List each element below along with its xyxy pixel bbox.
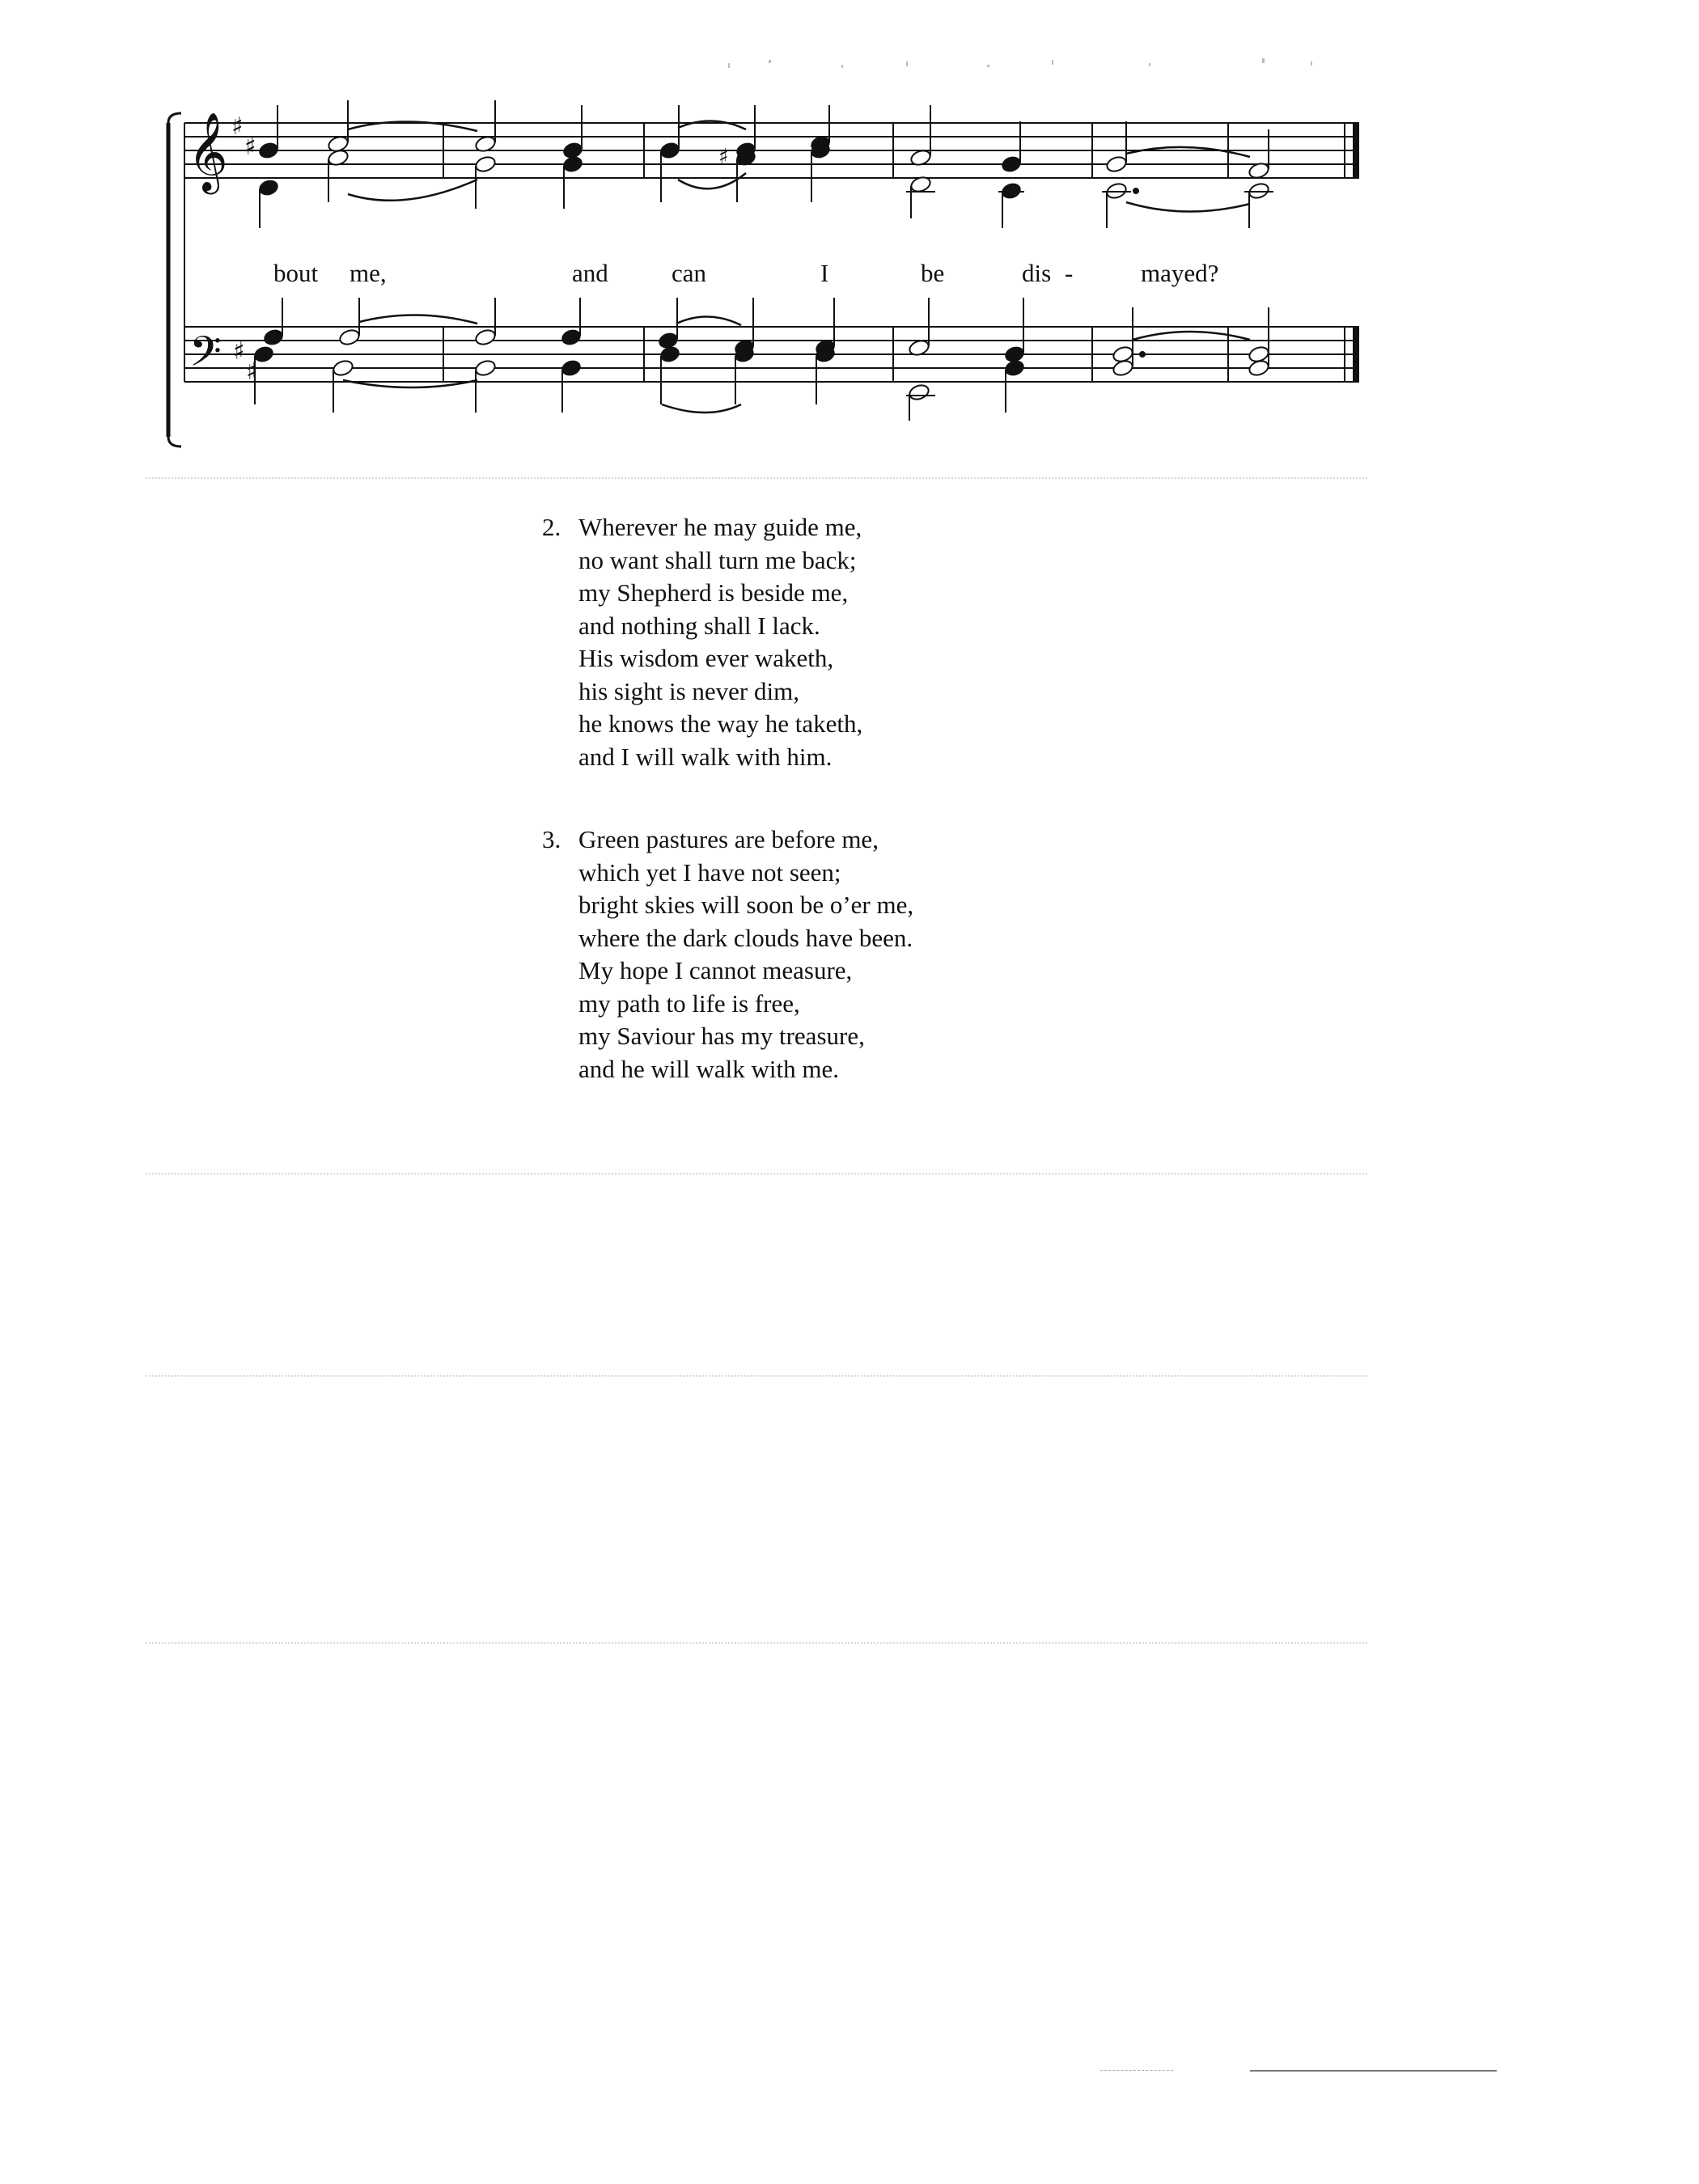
svg-text:♯: ♯ — [233, 337, 245, 366]
verse-line: Wherever he may guide me, — [578, 513, 862, 541]
bass-key-signature — [233, 337, 258, 386]
final-barline — [1353, 123, 1359, 382]
verse-line: Green pastures are before me, — [578, 825, 879, 853]
verse-number: 2. — [542, 513, 561, 541]
lyric-syllable: and — [572, 259, 608, 287]
verse-number: 3. — [542, 825, 561, 853]
bleed-through-staff — [146, 1375, 1367, 1377]
verse-line: bright skies will soon be o’er me, — [578, 891, 914, 919]
svg-text:♯: ♯ — [244, 133, 256, 161]
lyric-syllable: be — [921, 259, 945, 287]
footer-rule-dashed — [1100, 2070, 1173, 2071]
verse-line: and I will walk with him. — [578, 742, 833, 771]
lyric-syllable: mayed? — [1141, 259, 1219, 287]
verse-line: no want shall turn me back; — [578, 545, 857, 574]
sharp-accidental: ♯ — [718, 145, 729, 169]
footer-rule — [1250, 2070, 1497, 2072]
verse-line: my Saviour has my treasure, — [578, 1022, 865, 1050]
lyric-syllable: bout — [273, 259, 319, 287]
lyric-syllable: - — [1065, 259, 1074, 287]
music-system — [0, 0, 1699, 485]
verse-line: My hope I cannot measure, — [578, 956, 853, 984]
verse-line: and nothing shall I lack. — [578, 611, 820, 640]
verse-line: where the dark clouds have been. — [578, 923, 913, 952]
verse-line: and he will walk with me. — [578, 1054, 839, 1083]
bleed-through-staff — [146, 1642, 1367, 1644]
verse-line: His wisdom ever waketh, — [578, 644, 834, 672]
lyric-syllable: can — [672, 259, 707, 287]
barlines — [184, 123, 1345, 382]
treble-key-signature — [231, 112, 256, 161]
verse-line: his sight is never dim, — [578, 676, 799, 705]
verse-line: my Shepherd is beside me, — [578, 578, 849, 607]
lyric-syllable: me, — [350, 259, 387, 287]
verse-line: my path to life is free, — [578, 988, 800, 1018]
treble-staff — [184, 123, 1359, 178]
verse-line: he knows the way he taketh, — [578, 709, 863, 738]
bleed-through-staff — [146, 477, 1367, 479]
scan-noise — [728, 58, 1312, 68]
bass-clef: 𝄢 — [189, 327, 222, 386]
svg-text:♯: ♯ — [246, 358, 258, 386]
bass-staff — [184, 327, 1359, 382]
lyric-syllable: I — [820, 259, 829, 287]
lyric-syllable: dis — [1022, 259, 1052, 287]
verse-line: which yet I have not seen; — [578, 857, 841, 887]
treble-clef: 𝄞 — [188, 112, 228, 191]
bleed-through-staff — [146, 1173, 1367, 1175]
system-bracket — [168, 113, 181, 447]
svg-text:♯: ♯ — [231, 112, 244, 141]
